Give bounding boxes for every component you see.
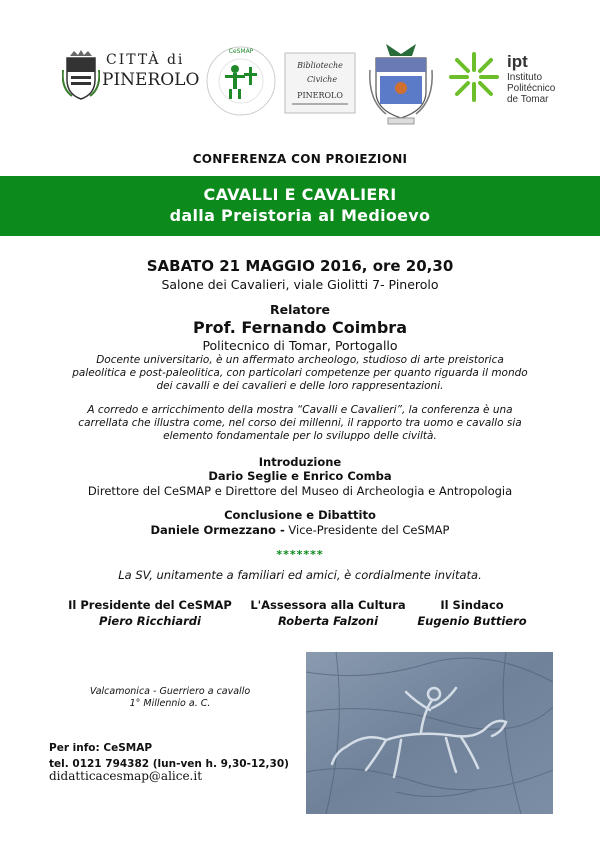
signature-assessora	[240, 598, 416, 628]
caption-line: 1° Millennio a. C.	[129, 698, 211, 709]
event-desc-line: A corredo e arricchimento della mostra “Cavalli e Cavalieri”, la conferenza è una	[87, 404, 513, 416]
event-date: SABATO 21 MAGGIO 2016, ore 20,30	[146, 257, 454, 275]
signature-sindaco	[402, 598, 542, 628]
pinerolo-label: PINEROLO	[102, 70, 200, 90]
svg-text:Civiche: Civiche	[306, 75, 338, 84]
cesmap-logo	[205, 45, 277, 117]
speaker-label: Relatore	[269, 302, 331, 317]
ipt-star-icon	[447, 50, 501, 104]
conclusion-role: Vice-Presidente del CeSMAP	[284, 523, 450, 537]
info-line: Per info: CeSMAP	[49, 742, 153, 754]
signature-name: Piero Ricchiardi	[99, 614, 201, 628]
speaker-desc-line: paleolitica e post-paleolitica, con particolari competenze per quanto riguarda il mondo	[72, 367, 528, 379]
signature-role: Il Presidente del CeSMAP	[68, 598, 232, 612]
introduction-roles: Direttore del CeSMAP e Direttore del Museo di Archeologia e Antropologia	[87, 484, 513, 498]
signature-role: Il Sindaco	[440, 598, 504, 612]
separator: *******	[276, 548, 324, 561]
svg-text:Biblioteche: Biblioteche	[297, 61, 343, 70]
conclusion-label: Conclusione e Dibattito	[224, 508, 376, 522]
event-title: CAVALLI E CAVALIERI	[203, 185, 397, 204]
introduction-label: Introduzione	[258, 455, 342, 469]
event-desc-line: elemento fondamentale per lo sviluppo delle civiltà.	[163, 430, 437, 442]
svg-text:CeSMAP: CeSMAP	[228, 48, 254, 55]
speaker-desc-line: dei cavalli e dei cavalieri e delle loro rappresentazioni.	[156, 380, 444, 392]
phone-line: tel. 0121 794382 (lun-ven h. 9,30-12,30)	[49, 758, 289, 770]
ipt-short-label: ipt	[507, 52, 528, 71]
conclusion-line	[0, 523, 600, 537]
event-description	[0, 404, 600, 443]
svg-text:PINEROLO: PINEROLO	[297, 91, 343, 100]
image-caption	[60, 686, 280, 710]
ipt-line-3: de Tomar	[507, 94, 549, 105]
speaker-name: Prof. Fernando Coimbra	[193, 318, 407, 337]
signature-name: Roberta Falzoni	[277, 614, 379, 628]
event-subtitle: dalla Preistoria al Medioevo	[169, 206, 431, 225]
speaker-desc-line: Docente universitario, è un affermato archeologo, studioso di arte preistorica	[96, 354, 504, 366]
ipt-line-2: Politécnico	[507, 83, 556, 94]
event-type: CONFERENZA CON PROIEZIONI	[192, 152, 408, 166]
speaker-description	[0, 354, 600, 393]
citta-di-pinerolo-logo	[62, 46, 200, 106]
event-venue: Salone dei Cavalieri, viale Giolitti 7- Pinerolo	[161, 277, 439, 292]
event-desc-line: carrellata che illustra come, nel corso dei millenni, il rapporto tra uomo e cavallo sia	[78, 417, 522, 429]
ipt-full-name	[507, 72, 555, 105]
email-link[interactable]: didatticacesmap@alice.it	[49, 769, 203, 783]
signature-name: Eugenio Buttiero	[417, 614, 527, 628]
biblioteche-civiche-logo	[284, 52, 356, 114]
signature-role: L'Assessora alla Cultura	[250, 598, 406, 612]
rock-art-photo	[306, 652, 553, 814]
coat-of-arms-icon	[366, 40, 436, 126]
biblioteca-emblem-icon	[284, 52, 356, 114]
pinerolo-crest-icon	[62, 50, 100, 100]
contact-info	[49, 740, 289, 772]
introduction-names: Dario Seglie e Enrico Comba	[208, 469, 392, 483]
cesmap-emblem-icon	[205, 45, 277, 117]
stemma-logo	[366, 40, 436, 126]
conclusion-name: Daniele Ormezzano -	[150, 523, 285, 537]
ipt-line-1: Instituto	[507, 72, 543, 83]
citta-label: CITTÀ di	[106, 52, 185, 68]
signature-presidente	[50, 598, 250, 628]
ipt-logo	[447, 50, 567, 110]
rock-carving-horseman-image	[306, 652, 553, 814]
speaker-affiliation: Politecnico di Tomar, Portogallo	[202, 338, 398, 353]
caption-line: Valcamonica - Guerriero a cavallo	[89, 686, 251, 697]
title-banner	[0, 176, 600, 236]
invitation-text: La SV, unitamente a familiari ed amici, è cordialmente invitata.	[118, 568, 482, 582]
